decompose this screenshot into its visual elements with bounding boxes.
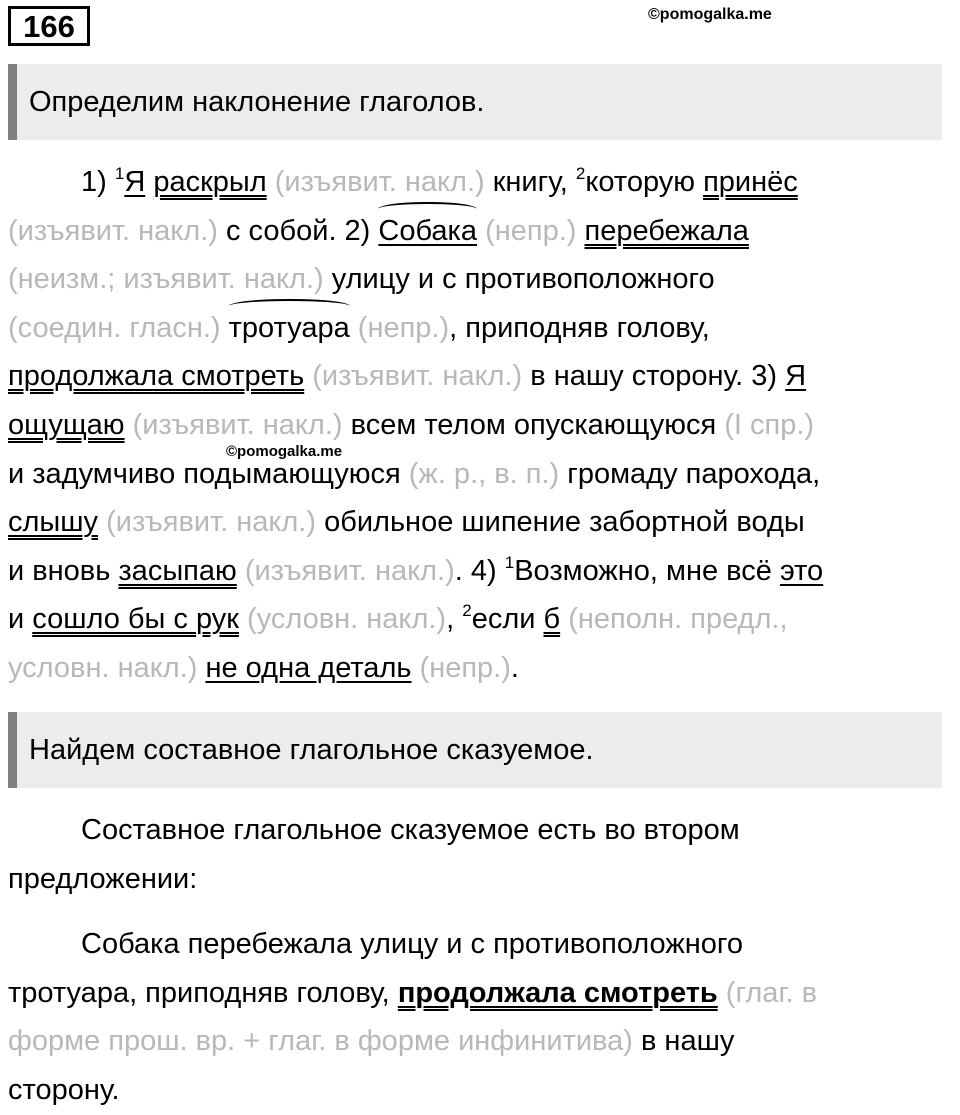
predicate: продолжала смотреть	[8, 360, 305, 393]
predicate: ощущаю	[8, 408, 125, 441]
text: обильное шипение забортной воды	[316, 506, 805, 539]
text-line	[8, 158, 948, 207]
exercise-number: 166	[8, 6, 90, 46]
text: и вновь	[8, 554, 119, 587]
text-line	[8, 855, 948, 904]
text	[267, 166, 275, 198]
grammar-note: (неполн. предл.,	[568, 603, 788, 636]
text	[576, 215, 584, 247]
grammar-note: (изъявит. накл.)	[244, 554, 455, 587]
text: предложении:	[8, 862, 198, 895]
grammar-note: (изъявит. накл.)	[8, 214, 218, 247]
text: сторону.	[8, 1073, 120, 1106]
text: книгу,	[484, 166, 576, 198]
text: . 4)	[454, 554, 505, 587]
grammar-note: (непр.)	[485, 214, 577, 247]
subject: Собака	[378, 207, 477, 256]
grammar-note: (изъявит. накл.)	[132, 408, 343, 441]
section-title: Определим наклонение глаголов.	[29, 85, 485, 118]
text-line	[8, 1017, 948, 1066]
text: всем телом опускающуюся	[342, 408, 725, 441]
section-banner	[8, 712, 942, 788]
text: в нашу сторону. 3)	[522, 360, 786, 393]
grammar-note: (глаг. в	[717, 976, 817, 1009]
text-line	[8, 644, 948, 693]
site-watermark-inline: ©pomogalka.me	[226, 443, 343, 460]
text	[237, 555, 245, 587]
clause-number: 1	[114, 164, 125, 183]
text: и задумчиво подымающуюся	[8, 457, 409, 490]
subject: это	[779, 554, 824, 587]
clause-number: 1	[504, 552, 515, 572]
text: .	[510, 651, 519, 684]
text: ,	[446, 603, 463, 636]
site-watermark: ©pomogalka.me	[648, 6, 772, 23]
clause-number: 2	[575, 164, 586, 183]
grammar-note: (условн. накл.)	[247, 603, 447, 636]
grammar-note: условн. накл.)	[8, 651, 198, 684]
text	[350, 312, 358, 344]
grammar-note: (изъявит. накл.)	[312, 360, 523, 393]
text	[98, 506, 106, 538]
text-line	[8, 595, 948, 644]
predicate: засыпаю	[118, 554, 237, 587]
answer-intro	[8, 806, 948, 903]
text-line	[8, 304, 948, 353]
text: громаду парохода,	[559, 457, 821, 490]
predicate: сошло бы с рук	[32, 603, 239, 636]
predicate: слышу	[8, 506, 99, 539]
text-line	[8, 1066, 948, 1115]
predicate: б	[543, 603, 561, 636]
text: если	[471, 603, 544, 636]
text-line	[8, 969, 948, 1018]
text: с собой. 2)	[217, 214, 379, 247]
text-line	[8, 920, 948, 969]
text: , приподняв голову,	[449, 311, 710, 344]
predicate: раскрыл	[153, 166, 267, 198]
text	[411, 652, 419, 684]
text	[560, 603, 568, 635]
text-line	[8, 207, 948, 256]
predicate: принёс	[703, 166, 798, 198]
text: в нашу	[632, 1025, 735, 1058]
subject: Я	[124, 166, 146, 198]
text: которую	[585, 166, 704, 198]
text-line	[8, 401, 948, 450]
text-line	[8, 450, 948, 499]
grammar-note: (непр.)	[419, 651, 511, 684]
grammar-note: форме прош. вр. + глаг. в форме инфинитива)	[8, 1025, 633, 1058]
clause-number: 2	[462, 601, 472, 621]
text	[221, 312, 229, 344]
text-line	[8, 806, 948, 855]
text: тротуара, приподняв голову,	[8, 976, 398, 1009]
grammar-note: (ж. р., в. п.)	[408, 457, 560, 490]
text: Собака перебежала улицу и с противоположного	[81, 928, 743, 960]
text	[477, 215, 485, 247]
predicate: перебежала	[584, 214, 749, 247]
answer-example	[8, 920, 948, 1114]
text: улицу и с противоположного	[323, 263, 715, 296]
text: и	[8, 603, 33, 636]
compound-predicate: продолжала смотреть	[397, 976, 718, 1009]
analysis-paragraph	[8, 158, 948, 693]
grammar-note: (изъявит. накл.)	[274, 166, 485, 198]
text-line	[8, 547, 948, 596]
grammar-note: (I спр.)	[724, 408, 815, 441]
grammar-note: (непр.)	[357, 311, 450, 344]
text	[239, 603, 247, 635]
subject: Я	[785, 360, 807, 393]
text-line	[8, 255, 948, 304]
section-banner	[8, 64, 942, 140]
word: тротуара	[229, 304, 350, 353]
section-title: Найдем составное глагольное сказуемое.	[29, 733, 594, 766]
text: Составное глагольное сказуемое есть во втором	[81, 814, 740, 846]
grammar-note: (соедин. гласн.)	[8, 311, 221, 344]
grammar-note: (изъявит. накл.)	[106, 506, 317, 539]
text	[125, 409, 133, 441]
text-line	[8, 352, 948, 401]
grammar-note: (неизм.; изъявит. накл.)	[8, 263, 324, 296]
text: 1)	[81, 166, 115, 198]
text-line	[8, 498, 948, 547]
text: Возможно, мне всё	[514, 554, 780, 587]
subject: не одна деталь	[205, 651, 412, 684]
